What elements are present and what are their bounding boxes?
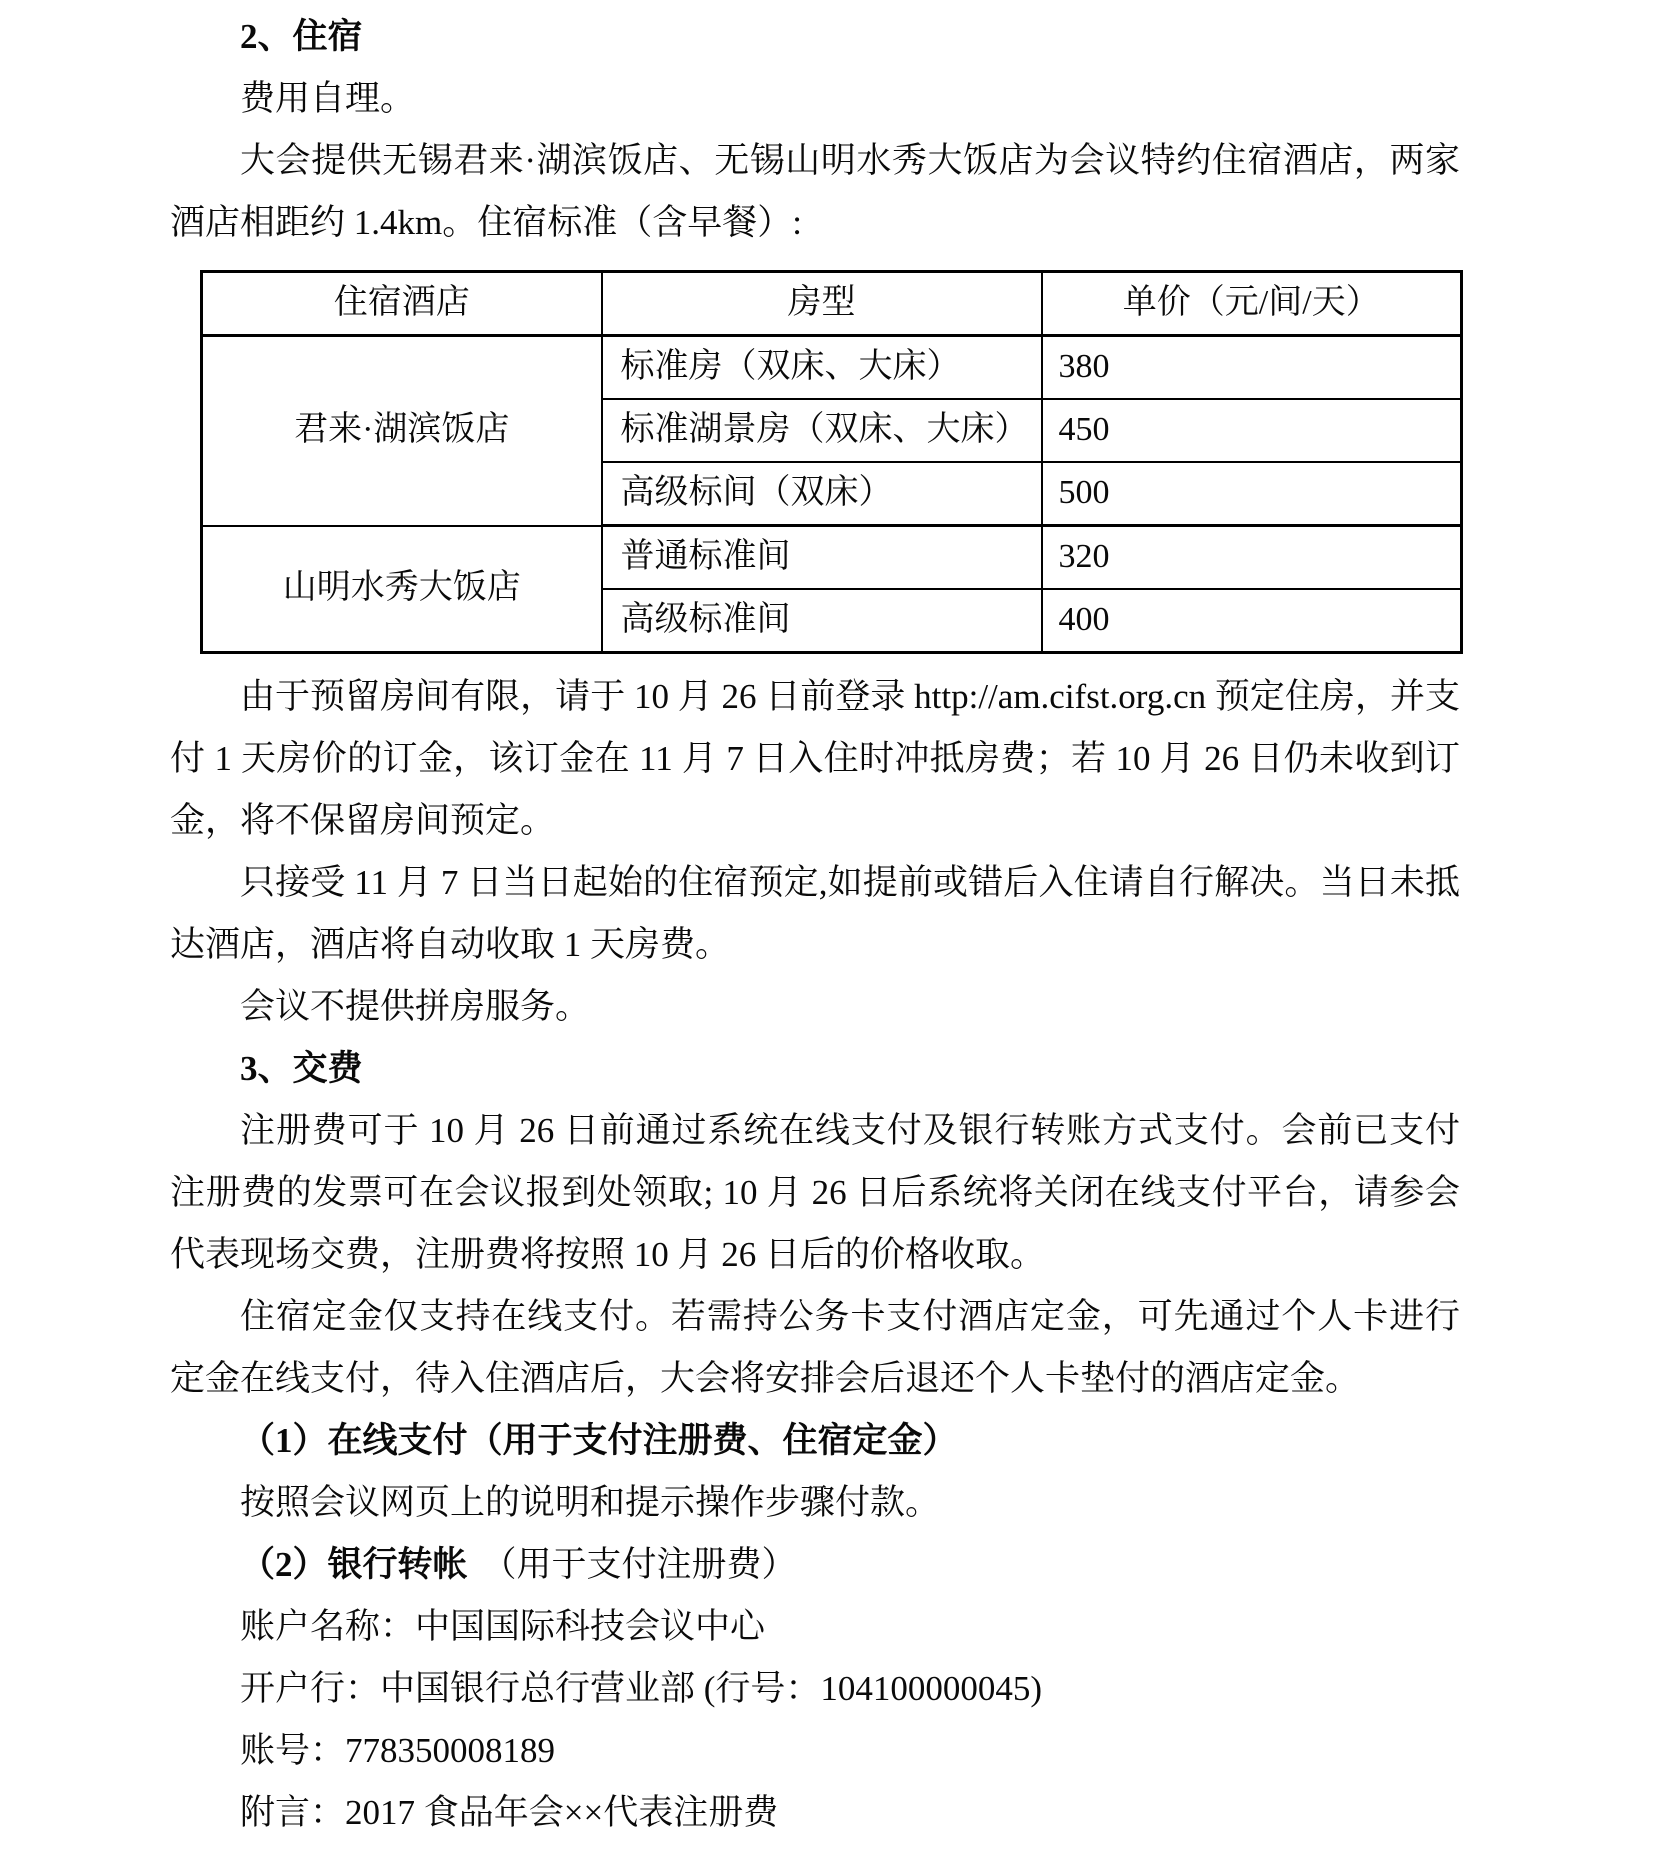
paragraph-no-room-sharing: 会议不提供拼房服务。: [240, 987, 591, 1026]
table-row: [202, 526, 1462, 590]
room-type-cell: 标准湖景房（双床、大床）: [602, 399, 1042, 462]
bank-transfer-heading-title: （2）银行转帐: [240, 1545, 468, 1584]
paragraph-room-booking: 由于预留房间有限，请于 10 月 26 日前登录 http://am.cifst.org.cn 预定住房，并支付 1 天房价的订金，该订金在 11 月 7 日入住时冲抵房费；若 10 月 26 日仍未收到订金，将不保留房间预定。: [170, 677, 1460, 840]
paragraph-hotel-deposit: 住宿定金仅支持在线支付。若需持公务卡支付酒店定金，可先通过个人卡进行定金在线支付，待入住酒店后，大会将安排会后退还个人卡垫付的酒店定金。: [170, 1297, 1460, 1398]
room-type-cell: 高级标准间: [602, 589, 1042, 653]
bank-transfer-heading-note: （用于支付注册费）: [481, 1545, 797, 1584]
section-accommodation-heading: 2、住宿: [240, 17, 363, 56]
room-price-cell: 400: [1042, 589, 1462, 653]
room-price-cell: 500: [1042, 462, 1462, 526]
bank-branch-info: 开户行：中国银行总行营业部 (行号：104100000045): [240, 1669, 1043, 1708]
hotel-name-junlai: 君来·湖滨饭店: [202, 336, 602, 526]
bank-account-name: 账户名称：中国国际科技会议中心: [240, 1607, 766, 1646]
bank-transfer-memo: 附言：2017 食品年会××代表注册费: [240, 1793, 779, 1832]
room-price-cell: 450: [1042, 399, 1462, 462]
paragraph-registration-fee: 注册费可于 10 月 26 日前通过系统在线支付及银行转账方式支付。会前已支付注册费的发票可在会议报到处领取; 10 月 26 日后系统将关闭在线支付平台，请参会代表现场交费，注册费将按照 10 月 26 日后的价格收取。: [170, 1111, 1460, 1274]
hotel-price-table: [200, 270, 1463, 654]
column-header-room-type: 房型: [602, 272, 1042, 336]
column-header-price: 单价（元/间/天）: [1042, 272, 1462, 336]
room-type-cell: 普通标准间: [602, 526, 1042, 590]
column-header-hotel: 住宿酒店: [202, 272, 602, 336]
room-price-cell: 320: [1042, 526, 1462, 590]
paragraph-checkin-policy: 只接受 11 月 7 日当日起始的住宿预定,如提前或错后入住请自行解决。当日未抵达酒店，酒店将自动收取 1 天房费。: [170, 863, 1460, 964]
bank-account-number: 账号：778350008189: [240, 1731, 556, 1770]
hotel-name-shanmingshuixiu: 山明水秀大饭店: [202, 526, 602, 653]
room-price-cell: 380: [1042, 336, 1462, 400]
paragraph-hotels-intro: 大会提供无锡君来·湖滨饭店、无锡山明水秀大饭店为会议特约住宿酒店，两家酒店相距约 1.4km。住宿标准（含早餐）:: [170, 141, 1460, 242]
room-type-cell: 高级标间（双床）: [602, 462, 1042, 526]
section-payment-heading: 3、交费: [240, 1049, 363, 1088]
paragraph-online-payment-instruction: 按照会议网页上的说明和提示操作步骤付款。: [240, 1483, 941, 1522]
table-header-row: [202, 272, 1462, 336]
room-type-cell: 标准房（双床、大床）: [602, 336, 1042, 400]
subsection-online-payment-heading: （1）在线支付（用于支付注册费、住宿定金）: [240, 1421, 958, 1460]
paragraph-fee-self: 费用自理。: [240, 79, 416, 118]
table-row: [202, 336, 1462, 400]
subsection-bank-transfer-heading: [170, 1534, 1460, 1596]
